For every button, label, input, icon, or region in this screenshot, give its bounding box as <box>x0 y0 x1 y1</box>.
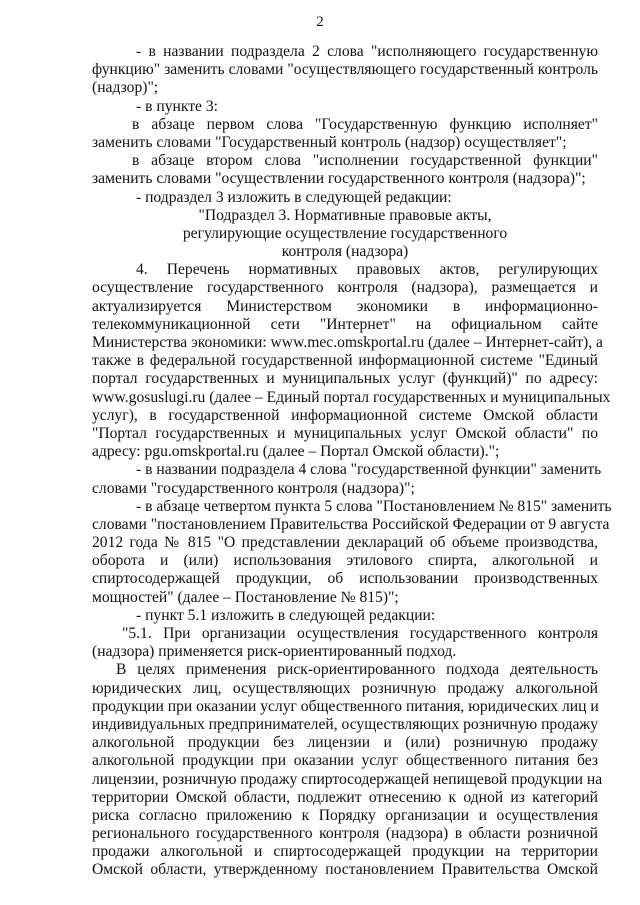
text-line: регулирующие осуществление государственного <box>182 224 508 242</box>
text-line: актуализируется Министерством экономики в информационно- <box>92 297 598 315</box>
text-line: телекоммуникационной сети "Интернет" на официальном сайте <box>92 315 598 333</box>
text-line: - в абзаце четвертом пункта 5 слова "Постановлением № 815" заменить <box>136 497 612 515</box>
text-line: функцию" заменить словами "осуществляющего государственный контроль <box>92 61 598 79</box>
text-line: контроля (надзора) <box>281 243 409 261</box>
text-line: портал государственных и муниципальных услуг (функций)" по адресу: <box>92 370 598 388</box>
text-line: риска согласно приложению к Порядку организации и осуществления <box>92 806 598 824</box>
text-line: регионального государственного контроля (надзора) в области розничной <box>92 825 598 843</box>
text-line: - подраздел 3 изложить в следующей редакции: <box>136 188 452 206</box>
text-line: "5.1. При организации осуществления государственного контроля <box>122 625 598 642</box>
text-line: в абзаце втором слова "исполнении государственной функции" <box>132 152 598 170</box>
text-line: алкогольной продукции без лицензии и (или) розничную продажу <box>92 734 598 752</box>
text-line: - пункт 5.1 изложить в следующей редакции: <box>136 606 436 624</box>
text-line: "Подраздел 3. Нормативные правовые акты, <box>198 206 492 224</box>
text-line: Министерства экономики: www.mec.omskportal.ru (далее – Интернет-сайт), а <box>92 334 603 351</box>
text-line: алкогольной продукции при оказании услуг общественного питания без <box>92 752 598 770</box>
text-line: заменить словами "Государственный контроль (надзор) осуществляет"; <box>92 133 567 151</box>
text-line: спиртосодержащей продукции, об использовании производственных <box>92 570 598 588</box>
text-line: 2012 года № 815 "О представлении деклараций об объеме производства, <box>92 534 598 552</box>
text-line: мощностей" (далее – Постановление № 815)"; <box>92 588 399 606</box>
text-line: оборота и (или) использования этилового спирта, алкогольной и <box>92 552 598 570</box>
text-line: Омской области, утвержденному постановлением Правительства Омской <box>92 861 598 879</box>
text-line: (надзор)"; <box>92 79 159 97</box>
text-line: продукции при оказании услуг общественного питания, юридических лиц и <box>92 697 599 715</box>
text-line: также в федеральной государственной информационной системе "Единый <box>92 352 598 370</box>
text-line: в абзаце первом слова "Государственную функцию исполняет" <box>132 115 598 133</box>
text-line: В целях применения риск-ориентированного подхода деятельность <box>116 661 598 679</box>
text-line: лицензии, розничную продажу спиртосодержащей непищевой продукции на <box>92 770 603 788</box>
text-line: - в названии подраздела 4 слова "государственной функции" заменить <box>136 461 602 479</box>
document-body <box>92 43 612 880</box>
text-line: 4. Перечень нормативных правовых актов, регулирующих <box>136 261 598 279</box>
text-line: словами "постановлением Правительства Российской Федерации от 9 августа <box>92 515 610 533</box>
text-line: "Портал государственных и муниципальных услуг Омской области" по <box>92 424 598 442</box>
text-line: продажи алкогольной и спиртосодержащей продукции на территории <box>92 843 598 861</box>
text-line: адресу: pgu.omskportal.ru (далее – Портал Омской области)."; <box>92 443 500 461</box>
text-line: осуществление государственного контроля (надзора), размещается и <box>92 279 598 297</box>
text-line: словами "государственного контроля (надзора)"; <box>92 479 415 497</box>
text-line: заменить словами "осуществлении государственного контроля (надзора)"; <box>92 170 586 188</box>
text-line: - в названии подраздела 2 слова "исполняющего государственную <box>136 43 598 60</box>
text-line: www.gosuslugi.ru (далее – Единый портал государственных и муниципальных <box>92 388 611 406</box>
text-line: территории Омской области, подлежит отнесению к одной из категорий <box>92 788 598 806</box>
text-line: услуг), в государственной информационной системе Омской области <box>92 406 598 424</box>
text-line: юридических лиц, осуществляющих розничную продажу алкогольной <box>92 679 598 697</box>
text-line: - в пункте 3: <box>136 97 218 115</box>
page-number: 2 <box>316 14 324 30</box>
text-line: индивидуальных предпринимателей, осуществляющих розничную продажу <box>92 715 598 733</box>
text-line: (надзора) применяется риск-ориентированный подход. <box>92 643 457 661</box>
